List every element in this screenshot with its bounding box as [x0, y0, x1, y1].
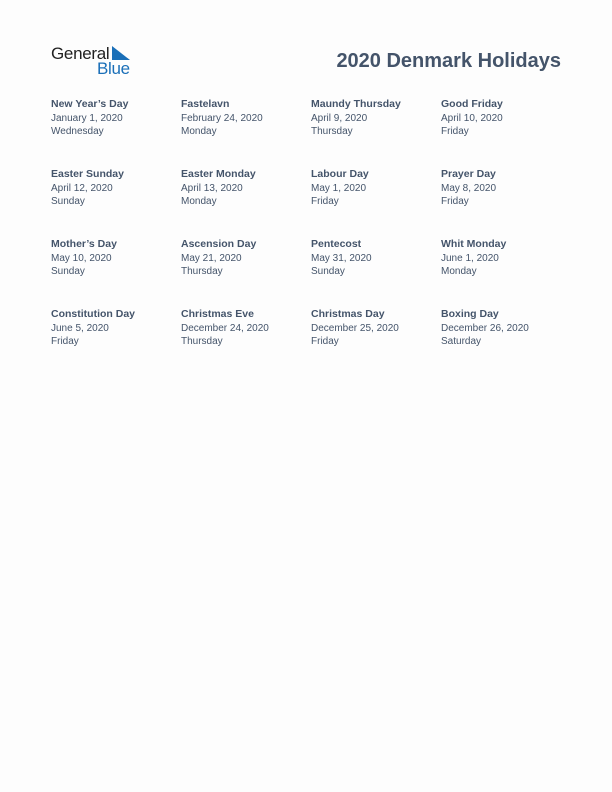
holiday-date: December 26, 2020: [441, 322, 529, 334]
holiday-name: Prayer Day: [441, 168, 496, 180]
holiday-item: [311, 238, 441, 308]
holiday-name: Ascension Day: [181, 238, 257, 250]
holiday-item: [51, 308, 181, 378]
holiday-item: [51, 98, 181, 168]
holiday-date: December 25, 2020: [311, 322, 399, 334]
holiday-item: [441, 308, 571, 378]
holiday-weekday: Monday: [181, 196, 217, 208]
holiday-weekday: Sunday: [51, 266, 85, 278]
holiday-weekday: Thursday: [181, 266, 223, 278]
holiday-name: Constitution Day: [51, 308, 135, 320]
holiday-weekday: Sunday: [51, 196, 85, 208]
holiday-item: [181, 308, 311, 378]
holiday-name: Whit Monday: [441, 238, 507, 250]
page-title: 2020 Denmark Holidays: [336, 50, 561, 72]
holiday-item: [441, 238, 571, 308]
logo-general-text: General: [51, 44, 110, 63]
holiday-date: April 9, 2020: [311, 112, 368, 124]
holiday-name: Good Friday: [441, 98, 503, 110]
holiday-weekday: Friday: [441, 196, 469, 208]
holiday-item: [51, 168, 181, 238]
holiday-name: New Year’s Day: [51, 98, 129, 110]
logo-triangle-icon: [112, 46, 130, 60]
holiday-weekday: Friday: [311, 336, 339, 348]
holiday-weekday: Friday: [311, 196, 339, 208]
holiday-weekday: Thursday: [181, 336, 223, 348]
holiday-item: [441, 98, 571, 168]
holiday-weekday: Friday: [441, 126, 469, 138]
holiday-date: April 13, 2020: [181, 182, 243, 194]
holiday-weekday: Wednesday: [51, 126, 104, 138]
logo-blue-text: Blue: [97, 59, 130, 78]
holiday-name: Christmas Day: [311, 308, 385, 320]
holiday-name: Mother’s Day: [51, 238, 117, 250]
holiday-item: [311, 168, 441, 238]
holiday-weekday: Saturday: [441, 336, 482, 348]
holiday-name: Boxing Day: [441, 308, 499, 320]
holiday-name: Fastelavn: [181, 98, 230, 110]
holiday-grid: [51, 98, 571, 378]
holiday-weekday: Friday: [51, 336, 79, 348]
holiday-name: Easter Sunday: [51, 168, 124, 180]
holiday-date: May 1, 2020: [311, 182, 367, 194]
holiday-date: January 1, 2020: [51, 112, 123, 124]
holiday-item: [181, 98, 311, 168]
holiday-date: May 31, 2020: [311, 252, 372, 264]
holiday-date: February 24, 2020: [181, 112, 263, 124]
holiday-date: June 5, 2020: [51, 322, 109, 334]
holiday-name: Christmas Eve: [181, 308, 254, 320]
holiday-name: Easter Monday: [181, 168, 256, 180]
holiday-item: [51, 238, 181, 308]
holiday-date: May 21, 2020: [181, 252, 242, 264]
generalblue-logo: [51, 44, 133, 78]
holiday-name: Labour Day: [311, 168, 369, 180]
holiday-date: December 24, 2020: [181, 322, 269, 334]
holiday-date: April 10, 2020: [441, 112, 503, 124]
holiday-weekday: Thursday: [311, 126, 353, 138]
holiday-weekday: Monday: [441, 266, 477, 278]
holiday-item: [311, 308, 441, 378]
holiday-item: [441, 168, 571, 238]
holiday-name: Pentecost: [311, 238, 362, 250]
holiday-date: June 1, 2020: [441, 252, 499, 264]
holiday-weekday: Sunday: [311, 266, 345, 278]
holiday-date: May 10, 2020: [51, 252, 112, 264]
holiday-date: April 12, 2020: [51, 182, 113, 194]
holiday-item: [311, 98, 441, 168]
holiday-item: [181, 238, 311, 308]
holiday-item: [181, 168, 311, 238]
holiday-weekday: Monday: [181, 126, 217, 138]
holiday-date: May 8, 2020: [441, 182, 497, 194]
holiday-name: Maundy Thursday: [311, 98, 401, 110]
